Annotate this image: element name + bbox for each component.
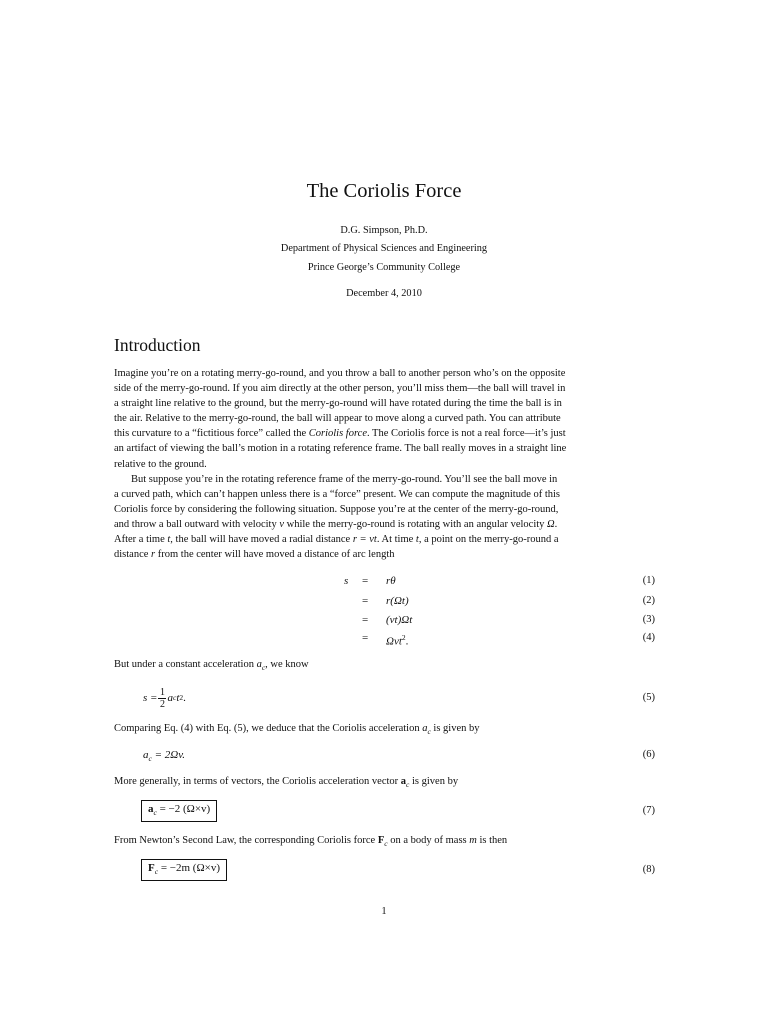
- eq8-boxed: $F_c = -2m$ (Ω×v): [141, 859, 227, 881]
- text-before-eq5: But under a constant acceleration $a_c$, we know: [114, 659, 309, 673]
- college: Prince George’s Community College: [307, 262, 461, 273]
- paper-title: The Coriolis Force: [306, 180, 462, 202]
- eq4-number: (4): [642, 632, 655, 643]
- text-line: relative to the ground.: [114, 458, 207, 470]
- eq4-rhs: Ωvt$^2$.: [386, 633, 409, 648]
- eq6-number: (6): [642, 749, 655, 760]
- text-line: an artifact of viewing the ball’s motion in a rotating reference frame. The ball really moves in a straight line: [114, 443, 567, 455]
- text-before-eq6: Comparing Eq. (4) with Eq. (5), we deduce that the Coriolis acceleration $a_c$ is given by: [114, 723, 480, 737]
- eq2-rhs: r(Ωt): [386, 595, 409, 607]
- eq6: $a_c = 2\Omega v$.: [143, 749, 186, 764]
- text-line: After a time t, the ball will have moved a radial distance r = vt. At time t, a point on the merry-go-round a: [114, 534, 559, 546]
- text-line: But suppose you’re in the rotating reference frame of the merry-go-round. You’ll see the ball move in: [131, 474, 558, 485]
- emphasis: Coriolis force: [308, 428, 367, 440]
- paragraph-2: [114, 472, 656, 563]
- text-line: a straight line relative to the ground, but the merry-go-round will have rotated during the time the ball is in: [114, 398, 562, 410]
- text-line: this curvature to a “fictitious force” called the Coriolis force. The Coriolis force is not a real force—it’s just: [114, 428, 566, 440]
- text-line: Coriolis force by considering the following situation. Suppose you’re at the center of the merry-go-round,: [114, 504, 559, 516]
- fraction: $\frac{1}{2}$: [159, 686, 165, 710]
- text-line: distance r from the center will have moved a distance of arc length: [114, 549, 395, 561]
- author: D.G. Simpson, Ph.D.: [340, 225, 428, 236]
- text-before-eq7: More generally, in terms of vectors, the Coriolis acceleration vector $a_c$ is given by: [114, 776, 459, 790]
- department: Department of Physical Sciences and Engineering: [280, 243, 488, 254]
- eq8-number: (8): [642, 864, 655, 875]
- text-line: the air. Relative to the merry-go-round, the ball will appear to move along a curved path. You can attribute: [114, 413, 561, 425]
- eq3-number: (3): [642, 614, 655, 625]
- section-heading: Introduction: [114, 335, 201, 355]
- paragraph-1: [114, 366, 656, 472]
- text-before-eq8: From Newton’s Second Law, the corresponding Coriolis force $F_c$ on a body of mass m is then: [114, 835, 508, 849]
- eq7-boxed: $a_c = -2$ (Ω×v): [141, 800, 217, 822]
- text-line: a curved path, which can’t happen unless there is a “force” present. We can compute the magnitude of this: [114, 489, 561, 501]
- eq1-rhs: rθ: [386, 575, 396, 587]
- eq3-op: =: [362, 614, 369, 626]
- eq7-number: (7): [642, 805, 655, 816]
- eq4-op: =: [362, 632, 369, 644]
- eq1-op: =: [362, 575, 369, 587]
- text-line: and throw a ball outward with velocity v while the merry-go-round is rotating with an angular velocity Ω.: [114, 519, 558, 531]
- text-line: Imagine you’re on a rotating merry-go-round, and you throw a ball to another person who’s on the opposite: [114, 368, 566, 379]
- eq1-number: (1): [642, 575, 655, 586]
- text-line: side of the merry-go-round. If you aim directly at the other person, you’ll miss them—the ball will travel in: [114, 383, 566, 395]
- page-number: 1: [381, 906, 387, 917]
- eq5-number: (5): [642, 692, 655, 703]
- eq5: s = $\frac{1}{2}$ a c t 2 .: [143, 686, 186, 710]
- eq3-rhs: (vt)Ωt: [386, 614, 413, 626]
- eq2-op: =: [362, 595, 369, 607]
- eq1-lhs: s: [344, 575, 349, 587]
- date: December 4, 2010: [346, 288, 422, 299]
- eq2-number: (2): [642, 595, 655, 606]
